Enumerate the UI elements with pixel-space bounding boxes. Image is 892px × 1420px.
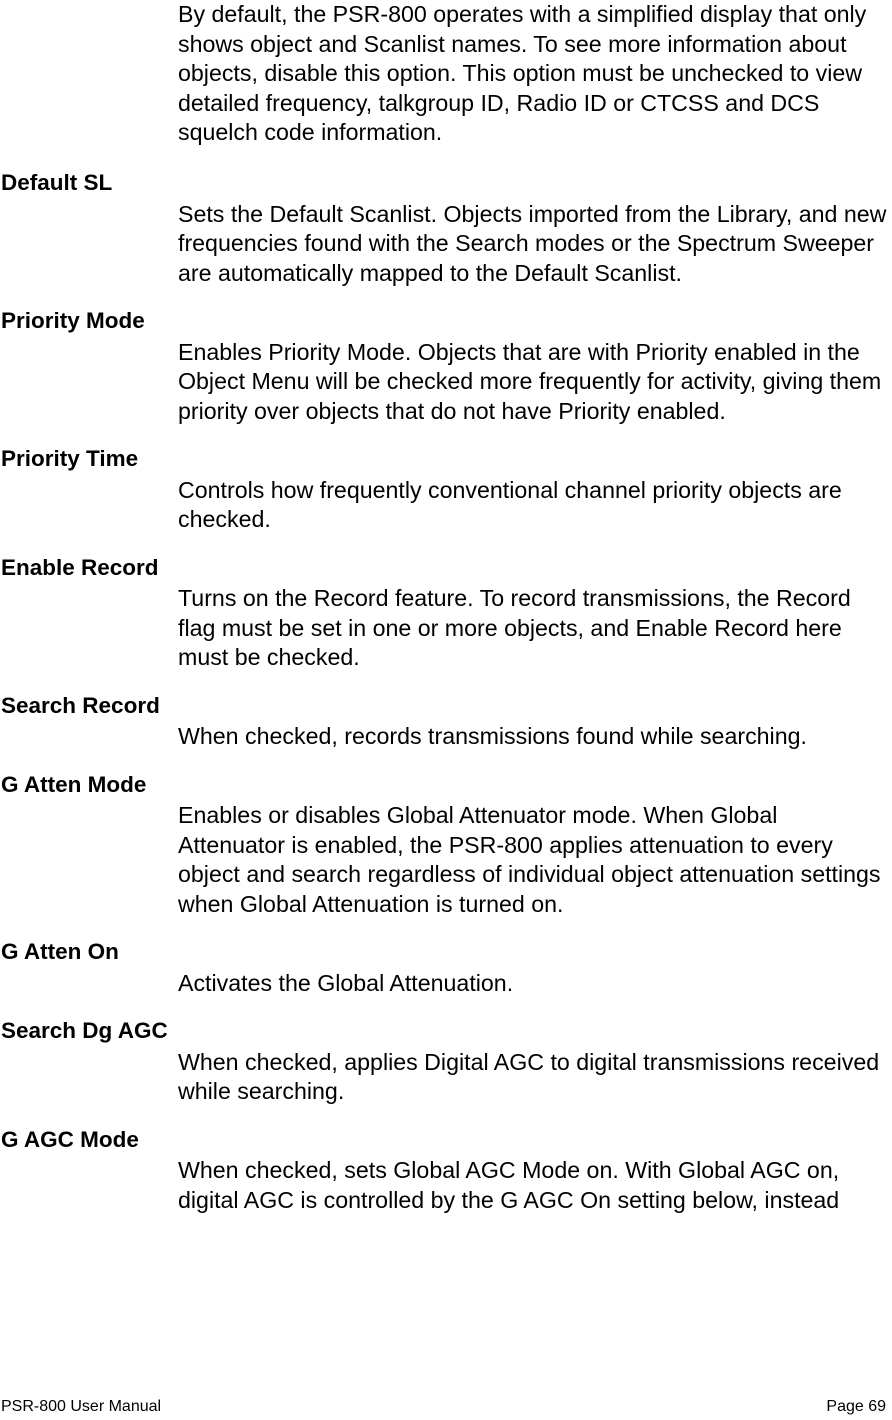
setting-enable-record [0, 553, 892, 673]
setting-title: Enable Record [1, 554, 159, 580]
setting-description: Sets the Default Scanlist. Objects imported from the Library, and new frequencies found with the Search modes or the Spectrum Sweeper are automatically mapped to the Default Scanlist. [178, 200, 887, 286]
setting-title: Search Dg AGC [1, 1018, 168, 1043]
intro-paragraph: By default, the PSR-800 operates with a simplified display that only shows object and Scanlist names. To see more information about objects, disable this option. This option must be unchecked to view detailed frequency, talkgroup ID, Radio ID or CTCSS and DCS squelch code information. [178, 1, 867, 145]
page-number: Page 69 [826, 1398, 886, 1415]
setting-description: Activates the Global Attenuation. [178, 969, 514, 996]
setting-priority-mode [0, 306, 892, 426]
setting-title: Default SL [1, 170, 113, 195]
setting-title: G Atten Mode [1, 771, 147, 797]
setting-default-sl [0, 168, 892, 288]
setting-title: Priority Time [1, 446, 139, 471]
setting-description: When checked, applies Digital AGC to digital transmissions received while searching. [178, 1048, 880, 1104]
setting-search-dg-agc [0, 1016, 892, 1107]
setting-description: Enables Priority Mode. Objects that are with Priority enabled in the Object Menu will be checked more frequently for activity, giving them priority over objects that do not have Priority enabled. [178, 338, 882, 424]
setting-priority-time [0, 444, 892, 535]
setting-g-atten-on [0, 937, 892, 998]
setting-description: When checked, records transmissions found while searching. [178, 723, 807, 749]
setting-title: G AGC Mode [1, 1126, 139, 1152]
manual-title: PSR-800 User Manual [1, 1398, 162, 1415]
settings-list [0, 168, 892, 1233]
setting-description: When checked, sets Global AGC Mode on. With Global AGC on, digital AGC is controlled by the G AGC On setting below, instead [178, 1157, 840, 1213]
setting-title: Priority Mode [1, 308, 145, 333]
setting-g-atten-mode [0, 770, 892, 920]
setting-description: Controls how frequently conventional channel priority objects are checked. [178, 476, 842, 532]
setting-title: G Atten On [1, 939, 119, 964]
setting-description: Enables or disables Global Attenuator mode. When Global Attenuator is enabled, the PSR-800 applies attenuation to every object and search regardless of individual object attenuation settings when Global Attenuation is turned on. [178, 802, 881, 917]
setting-g-agc-mode [0, 1125, 892, 1216]
setting-search-record [0, 691, 892, 752]
setting-description: Turns on the Record feature. To record transmissions, the Record flag must be set in one or more objects, and Enable Record here must be checked. [178, 585, 851, 670]
setting-title: Search Record [1, 692, 160, 718]
